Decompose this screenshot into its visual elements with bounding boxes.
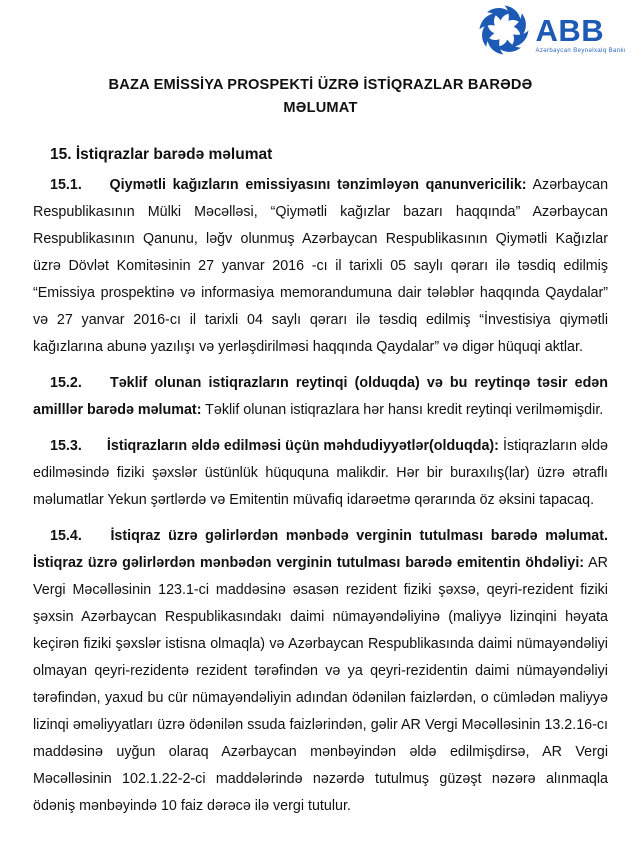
abb-logo	[478, 4, 626, 56]
abb-wordmark: ABB	[535, 13, 605, 48]
paragraph-number: 15.1.	[50, 177, 82, 193]
paragraph-number: 15.3.	[50, 438, 82, 454]
paragraph-lead: Təklif olunan istiqrazların reytinqi (olduqda) və bu reytinqə təsir edən amilllər barədə məlumat:	[33, 375, 608, 418]
document-title	[33, 74, 608, 120]
paragraph-lead: İstiqrazların əldə edilməsi üçün məhdudiyyətlər(olduqda):	[106, 438, 499, 454]
paragraph-15-4	[33, 523, 608, 820]
paragraph-15-2	[33, 370, 608, 424]
section-heading: 15. İstiqrazlar barədə məlumat	[50, 146, 273, 163]
paragraph-body: Təklif olunan istiqrazlara hər hansı kredit reytinqi verilməmişdir.	[205, 402, 604, 418]
abb-tagline: Azərbaycan Beynəlxalq Bankı	[535, 48, 626, 54]
paragraph-lead: İstiqraz üzrə gəlirlərdən mənbədə verginin tutulması barədə məlumat. İstiqraz üzrə gəlirlərdən mənbədən verginin tutulması barədə emitentin öhdəliyi:	[33, 528, 608, 571]
paragraph-body: İstiqrazların əldə edilməsində fiziki şəxslər üstünlük hüququna malikdir. Hər bir buraxılış(lar) üzrə ətraflı məlumatlar Yekun şərtlərdə və Emitentin müvafiq idarəetmə qərarında öz əksini tapacaq.	[33, 438, 608, 508]
title-line-2: MƏLUMAT	[283, 100, 358, 116]
paragraph-15-3	[33, 433, 608, 514]
abb-swirl-icon	[478, 4, 530, 56]
paragraph-body: AR Vergi Məcəlləsinin 123.1-ci maddəsinə əsasən rezident fiziki şəxsə, qeyri-rezident fiziki şəxsin Azərbaycan Respublikasındakı daimi nümayəndəliyinə (maliyyə lizinqini həyata keçirən fiziki şəxslər istisna olmaqla) və Azərbaycan Respublikasında daimi nümayəndəliyi olmayan qeyri-rezidentə rezident tərəfindən və ya qeyri-rezidentin daimi nümayəndəliyi tərəfindən, yaxud bu cür nümayəndəliyin adından ödənilən faizlərdən, o cümlədən maliyyə lizinqi əməliyyatları üzrə ödənilən ssuda faizlərindən, gəlir AR Vergi Məcəlləsinin 13.2.16-cı maddəsinə uyğun olaraq Azərbaycan mənbəyindən əldə edilmişdirsə, AR Vergi Məcəlləsinin 102.1.22-2-ci maddələrində nəzərdə tutulmuş güzəşt nəzərə alınmaqla ödəniş mənbəyində 10 faiz dərəcə ilə vergi tutulur.	[33, 555, 608, 814]
paragraph-15-1	[33, 172, 608, 361]
paragraph-number: 15.4.	[50, 528, 82, 544]
paragraph-number: 15.2.	[50, 375, 82, 391]
paragraph-body: Azərbaycan Respublikasının Mülki Məcəlləsi, “Qiymətli kağızlar bazarı haqqında” Azərbaycan Respublikasının Qanunu, ləğv olunmuş Azərbaycan Respublikasının Qiymətli Kağızlar üzrə Dövlət Komitəsinin 27 yanvar 2016 -cı il tarixli 05 saylı qərarı ilə təsdiq edilmiş “Emissiya prospektinə və informasiya memorandumuna dair tələblər haqqında Qaydalar” və 27 yanvar 2016-cı il tarixli 04 saylı qərarı ilə təsdiq edilmiş “İnvestisiya qiymətli kağızlarına abunə yazılışı və yerləşdirilməsi haqqında Qaydalar” və digər hüquqi aktlar.	[33, 177, 609, 355]
paragraph-lead: Qiymətli kağızların emissiyasını tənzimləyən qanunvericilik:	[109, 177, 527, 193]
title-line-1: BAZA EMİSSİYA PROSPEKTİ ÜZRƏ İSTİQRAZLAR BARƏDƏ	[108, 77, 533, 93]
abb-logo-text	[535, 15, 626, 54]
